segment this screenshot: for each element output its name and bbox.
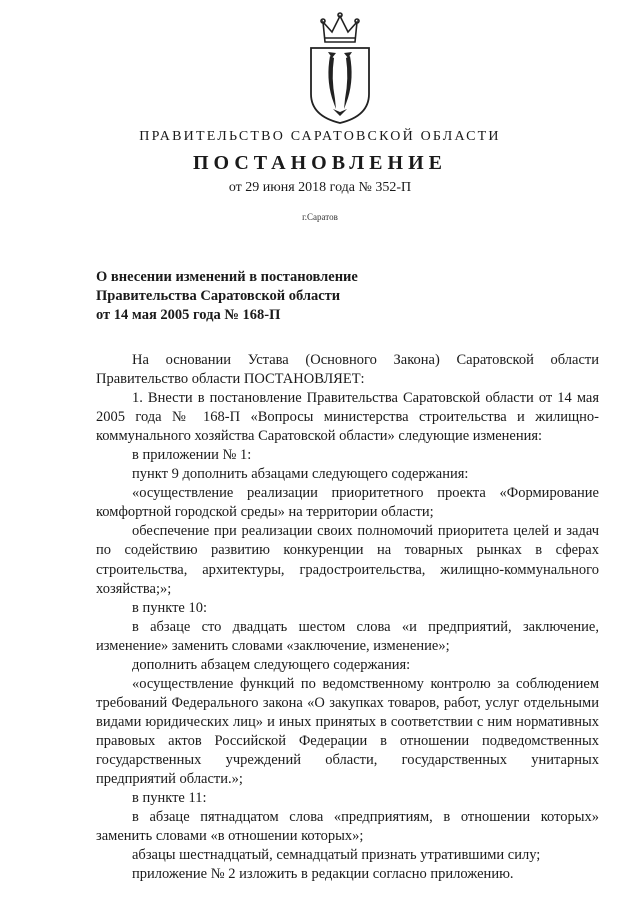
subject-line: О внесении изменений в постановление — [96, 269, 358, 285]
document-subject — [96, 268, 358, 325]
paragraph: в абзаце сто двадцать шестом слова «и предприятий, заключение, изменение» заменить словами «заключение, изменение»; — [96, 618, 599, 654]
subject-line: от 14 мая 2005 года № 168-П — [96, 307, 281, 323]
government-name: ПРАВИТЕЛЬСТВО САРАТОВСКОЙ ОБЛАСТИ — [139, 129, 501, 144]
paragraph: в пункте 11: — [132, 790, 207, 807]
paragraph: обеспечение при реализации своих полномочий приоритета целей и задач по содействию развитию конкуренции на товарных рынках в сферах строительства, архитектуры, градостроительства, жилищно-коммунального хозяйства;»; — [96, 523, 599, 597]
paragraph: приложение № 2 изложить в редакции согласно приложению. — [132, 866, 514, 883]
paragraph: На основании Устава (Основного Закона) Саратовской области Правительство области ПОСТАНОВЛЯЕТ: — [96, 352, 599, 388]
paragraph: пункт 9 дополнить абзацами следующего содержания: — [132, 466, 469, 483]
paragraph: «осуществление реализации приоритетного проекта «Формирование комфортной городской среды» на территории области; — [96, 485, 599, 521]
paragraph: дополнить абзацем следующего содержания: — [132, 656, 411, 673]
paragraph: 1. Внести в постановление Правительства Саратовской области от 14 мая 2005 года № 168-П «Вопросы министерства строительства и жилищно-коммунального хозяйства Саратовской области» следующие изменения: — [96, 390, 599, 445]
paragraph: «осуществление функций по ведомственному контролю за соблюдением требований Федерального закона «О закупках товаров, работ, услуг отдельными видами юридических лиц» и иных принятых в соответствии с ним нормативных правовых актов Российской Федерации в отношении подведомственных государственных учреждений области, государственных унитарных предприятий области.»; — [96, 675, 599, 788]
document-date-number: от 29 июня 2018 года № 352-П — [228, 180, 412, 195]
saratov-coat-of-arms-icon — [303, 8, 377, 126]
document-body — [96, 351, 599, 884]
paragraph: в пункте 10: — [132, 599, 208, 616]
paragraph: в приложении № 1: — [132, 447, 252, 464]
subject-line: Правительства Саратовской области — [96, 288, 341, 304]
document-city: г.Саратов — [302, 212, 338, 222]
paragraph: абзацы шестнадцатый, семнадцатый признать утратившими силу; — [132, 847, 541, 864]
paragraph: в абзаце пятнадцатом слова «предприятиям, в отношении которых» заменить словами «в отношении которых»; — [96, 809, 599, 845]
document-type: ПОСТАНОВЛЕНИЕ — [193, 152, 447, 174]
